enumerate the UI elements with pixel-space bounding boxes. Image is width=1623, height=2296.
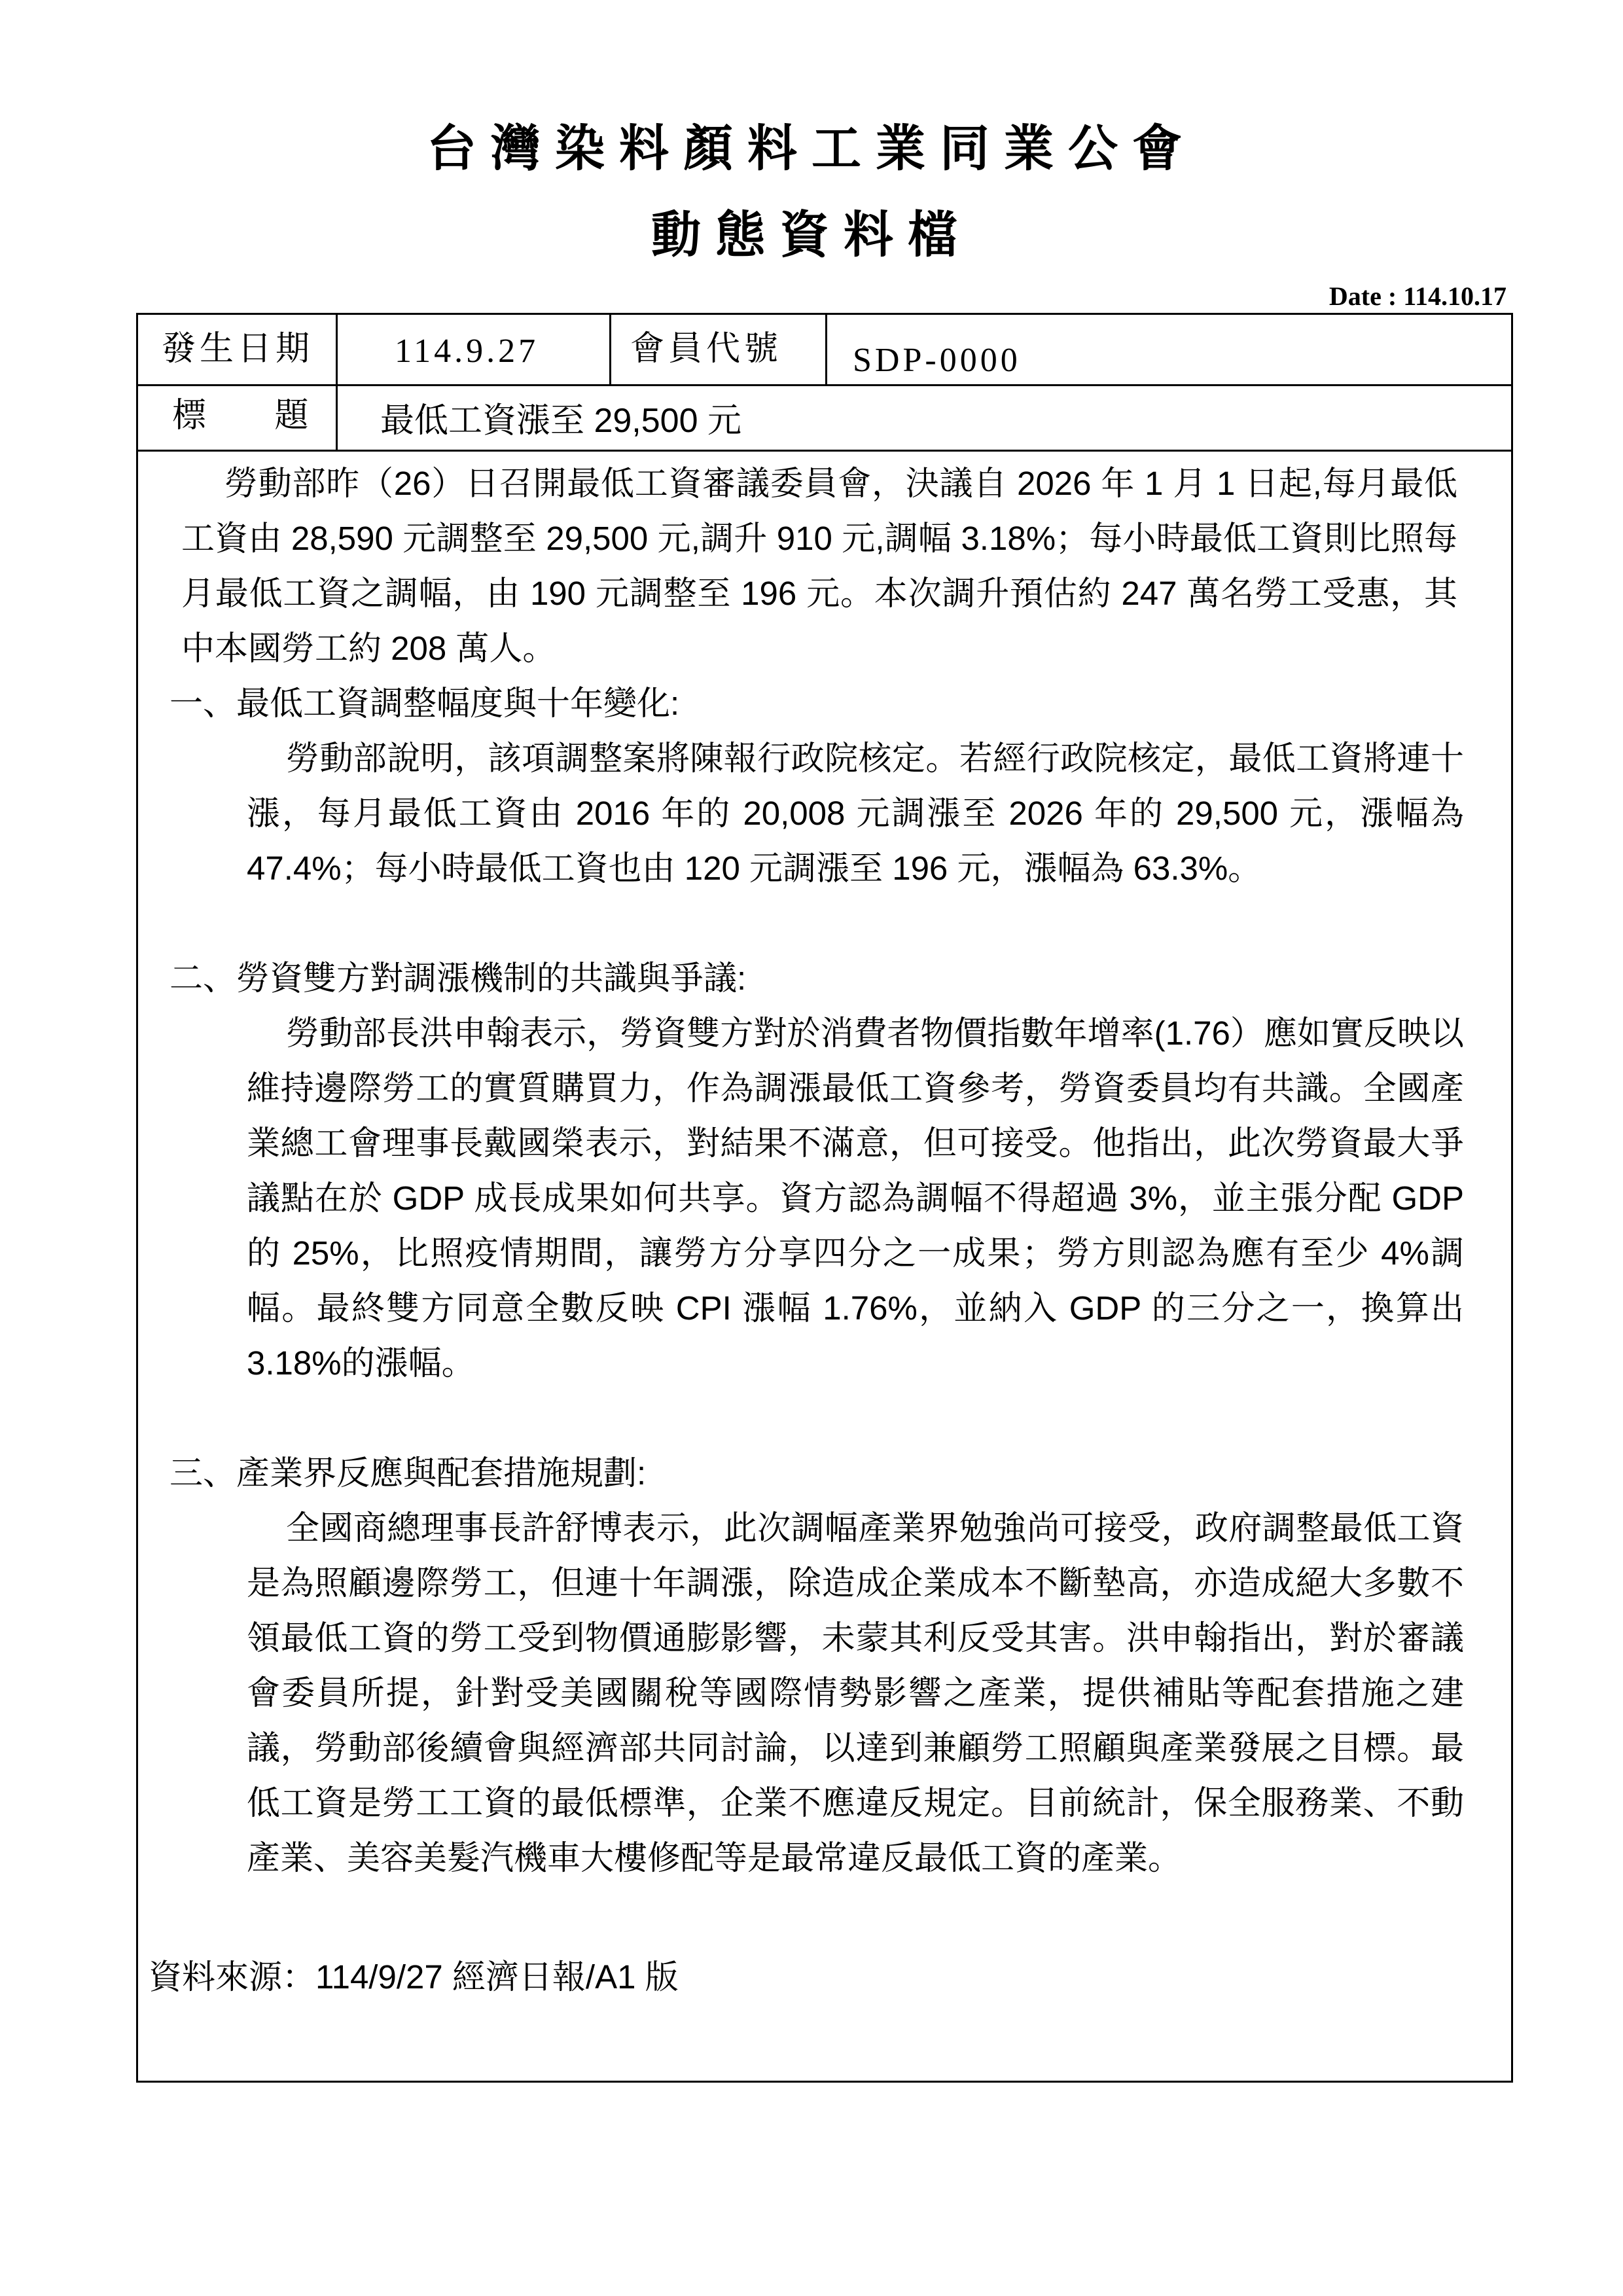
section-heading: 三、產業界反應與配套措施規劃: (169, 1454, 647, 1492)
section-text: 勞動部長洪申翰表示，勞資雙方對於消費者物價指數年增率(1.76）應如實反映以維持邊際勞工的實質購買力，作為調漲最低工資參考，勞資委員均有共識。全國產業總工會理事長戴國榮表示，對結果不滿意，但可接受。他指出，此次勞資最大爭議點在於 GDP 成長成果如何共享。資方認為調幅不得超過 3%，並主張分配 GDP 的 25%，比照疫情期間，讓勞方分享四分之一成果；勞方則認為應有至少 4%調幅。最終雙方同意全數反映 CPI 漲幅 1.76%，並納入 GDP 的三分之一，換算出 3.18%的漲幅。 (247, 1014, 1464, 1382)
document-subtitle: 動態資料檔 (651, 207, 972, 263)
row-divider (138, 450, 1511, 452)
row-divider (138, 384, 1511, 386)
member-code-label: 會員代號 (630, 330, 783, 368)
member-code-value: SDP-0000 (853, 342, 1021, 379)
section-text: 勞動部說明，該項調整案將陳報行政院核定。若經行政院核定，最低工資將連十漲，每月最低工資由 2016 年的 20,008 元調漲至 2026 年的 29,500 元，漲幅為 47.4%；每小時最低工資也由 120 元調漲至 196 元，漲幅為 63.3%。 (247, 740, 1464, 887)
column-divider (609, 315, 611, 384)
source-citation: 資料來源：114/9/27 經濟日報/A1 版 (149, 1958, 679, 1996)
date-label: 發生日期 (162, 330, 314, 368)
subject-label: 標 題 (172, 397, 309, 435)
section-heading: 二、勞資雙方對調漲機制的共識與爭議: (169, 960, 747, 997)
document-title: 台灣染料顏料工業同業公會 (427, 121, 1196, 177)
record-form (136, 313, 1513, 2083)
subject-value: 最低工資漲至 29,500 元 (380, 402, 741, 440)
document-date: Date : 114.10.17 (1329, 281, 1507, 311)
date-value: 114.9.27 (395, 332, 539, 370)
section-text: 全國商總理事長許舒博表示，此次調幅產業界勉強尚可接受，政府調整最低工資是為照顧邊際勞工，但連十年調漲，除造成企業成本不斷墊高，亦造成絕大多數不領最低工資的勞工受到物價通膨影響，未蒙其利反受其害。洪申翰指出，對於審議會委員所提，針對受美國關稅等國際情勢影響之產業，提供補貼等配套措施之建議，勞動部後續會與經濟部共同討論，以達到兼顧勞工照顧與產業發展之目標。最低工資是勞工工資的最低標準，企業不應違反規定。目前統計，保全服務業、不動產業、美容美髮汽機車大樓修配等是最常違反最低工資的產業。 (247, 1509, 1464, 1876)
section-heading: 一、最低工資調整幅度與十年變化: (169, 685, 680, 722)
column-divider (336, 315, 338, 450)
intro-paragraph: 勞動部昨（26）日召開最低工資審議委員會，決議自 2026 年 1 月 1 日起,每月最低工資由 28,590 元調整至 29,500 元,調升 910 元,調幅 3.18%；每小時最低工資則比照每月最低工資之調幅，由 190 元調整至 196 元。本次調升預估約 247 萬名勞工受惠，其中本國勞工約 208 萬人。 (181, 465, 1457, 667)
column-divider (825, 315, 827, 384)
